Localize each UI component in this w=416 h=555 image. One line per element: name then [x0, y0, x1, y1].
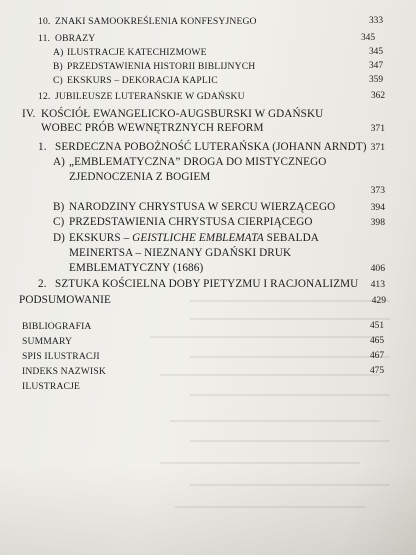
toc-entry — [0, 47, 416, 61]
toc-entry-title: NARODZINY CHRYSTUSA W SERCU WIERZĄCEGO — [69, 201, 336, 213]
toc-entry-page: 359 — [368, 75, 383, 85]
toc-entry — [0, 91, 416, 105]
toc-entry-page: 371 — [370, 142, 385, 153]
toc-entry-page: 451 — [369, 321, 384, 331]
toc-entry-page: 373 — [370, 185, 385, 196]
toc-entry-page: 333 — [368, 16, 383, 26]
toc-entry-title: PRZEDSTAWIENIA CHRYSTUSA CIERPIĄCEGO — [69, 216, 313, 228]
toc-entry-number: 2. — [38, 278, 47, 290]
toc-entry-title: OBRAZY — [55, 33, 96, 44]
toc-entry-title: ILUSTRACJE — [22, 381, 80, 392]
toc-entry-line2 — [0, 247, 416, 261]
toc-entry — [0, 381, 416, 395]
toc-entry-title: PODSUMOWANIE — [19, 294, 111, 306]
toc-entry-page: 362 — [370, 91, 385, 101]
toc-entry-page: 465 — [369, 336, 384, 346]
toc-entry-number: 11. — [38, 33, 51, 44]
toc-entry-page: 406 — [370, 263, 385, 274]
toc-entry — [0, 366, 416, 380]
toc-entry-number: C) — [53, 75, 63, 86]
toc-entry-title-line2: MEINERTSA – NIEZNANY GDAŃSKI DRUK — [69, 247, 292, 259]
toc-entry-number: B) — [53, 61, 63, 72]
toc-entry-title: PRZEDSTAWIENIA HISTORII BIBLIJNYCH — [67, 61, 256, 72]
toc-entry-page: 345 — [368, 47, 383, 57]
toc-entry — [0, 278, 416, 292]
toc-entry — [0, 216, 416, 230]
toc-entry-number: B) — [53, 201, 65, 213]
toc-entry-title: BIBLIOGRAFIA — [22, 321, 92, 332]
toc-entry-title — [69, 232, 319, 244]
toc-entry-title: SZTUKA KOŚCIELNA DOBY PIETYZMU I RACJONALIZMU — [55, 278, 359, 290]
toc-entry-title-line2: WOBEC PRÓB WEWNĘTRZNYCH REFORM — [41, 122, 264, 134]
toc-entry — [0, 336, 416, 350]
toc-entry — [0, 351, 416, 365]
toc-entry-title: JUBILEUSZE LUTERAŃSKIE W GDAŃSKU — [55, 91, 245, 102]
toc-entry-number: A) — [53, 47, 64, 58]
toc-entry-page: 371 — [370, 123, 385, 134]
toc-entry-title: SUMMARY — [22, 336, 73, 347]
toc-entry — [0, 61, 416, 75]
toc-entry-page: 413 — [370, 279, 385, 290]
toc-entry — [0, 321, 416, 335]
toc-entry-title: SERDECZNA POBOŻNOŚĆ LUTERAŃSKA (JOHANN ARNDT) — [55, 141, 367, 153]
toc-entry-page: 394 — [370, 202, 385, 213]
toc-entry-title: ZNAKI SAMOOKREŚLENIA KONFESYJNEGO — [55, 16, 257, 27]
toc-entry-page: 347 — [368, 61, 383, 71]
toc-chapter-heading — [0, 108, 416, 122]
toc-entry-title: INDEKS NAZWISK — [22, 366, 106, 377]
toc-entry — [0, 141, 416, 155]
toc-entry — [0, 16, 416, 30]
toc-entry — [0, 294, 416, 308]
toc-entry-title: EKSKURS – DEKORACJA KAPLIC — [67, 75, 218, 86]
toc-entry-title-part: EKSKURS – — [69, 232, 133, 244]
toc-chapter-heading-line2 — [0, 122, 416, 136]
toc-entry-title: „EMBLEMATYCZNA” DROGA DO MISTYCZNEGO — [69, 156, 327, 168]
toc-entry-number: C) — [53, 216, 65, 228]
toc-entry — [0, 75, 416, 89]
toc-entry — [0, 232, 416, 246]
toc-entry-number: A) — [53, 156, 66, 168]
toc-entry-title-italic: GEISTLICHE EMBLEMATA — [132, 232, 264, 244]
toc-entry-title: KOŚCIÓŁ EWANGELICKO-AUGSBURSKI W GDAŃSKU — [41, 108, 324, 120]
toc-entry-page: 467 — [369, 351, 384, 361]
toc-entry-title: ILUSTRACJE KATECHIZMOWE — [67, 47, 207, 58]
toc-entry-page: 429 — [371, 295, 386, 306]
toc-entry-number: IV. — [22, 108, 36, 120]
toc-entry-number: 1. — [38, 141, 47, 153]
toc-entry-number: 12. — [38, 91, 51, 102]
toc-entry-title: SPIS ILUSTRACJI — [22, 351, 100, 362]
toc-entry-page: 475 — [369, 366, 384, 376]
toc-entry-page: 398 — [370, 217, 385, 228]
toc-entry-line3 — [0, 262, 416, 276]
toc-entry-number: D) — [53, 232, 66, 244]
toc-entry — [0, 33, 416, 47]
toc-entry-title-line2: ZJEDNOCZENIA Z BOGIEM — [69, 171, 211, 183]
toc-entry-title-part: SEBALDA — [263, 232, 319, 244]
toc-entry-number: 10. — [38, 16, 51, 27]
toc-entry-title-line3: EMBLEMATYCZNY (1686) — [69, 262, 204, 274]
toc-entry-page: 345 — [360, 33, 375, 43]
